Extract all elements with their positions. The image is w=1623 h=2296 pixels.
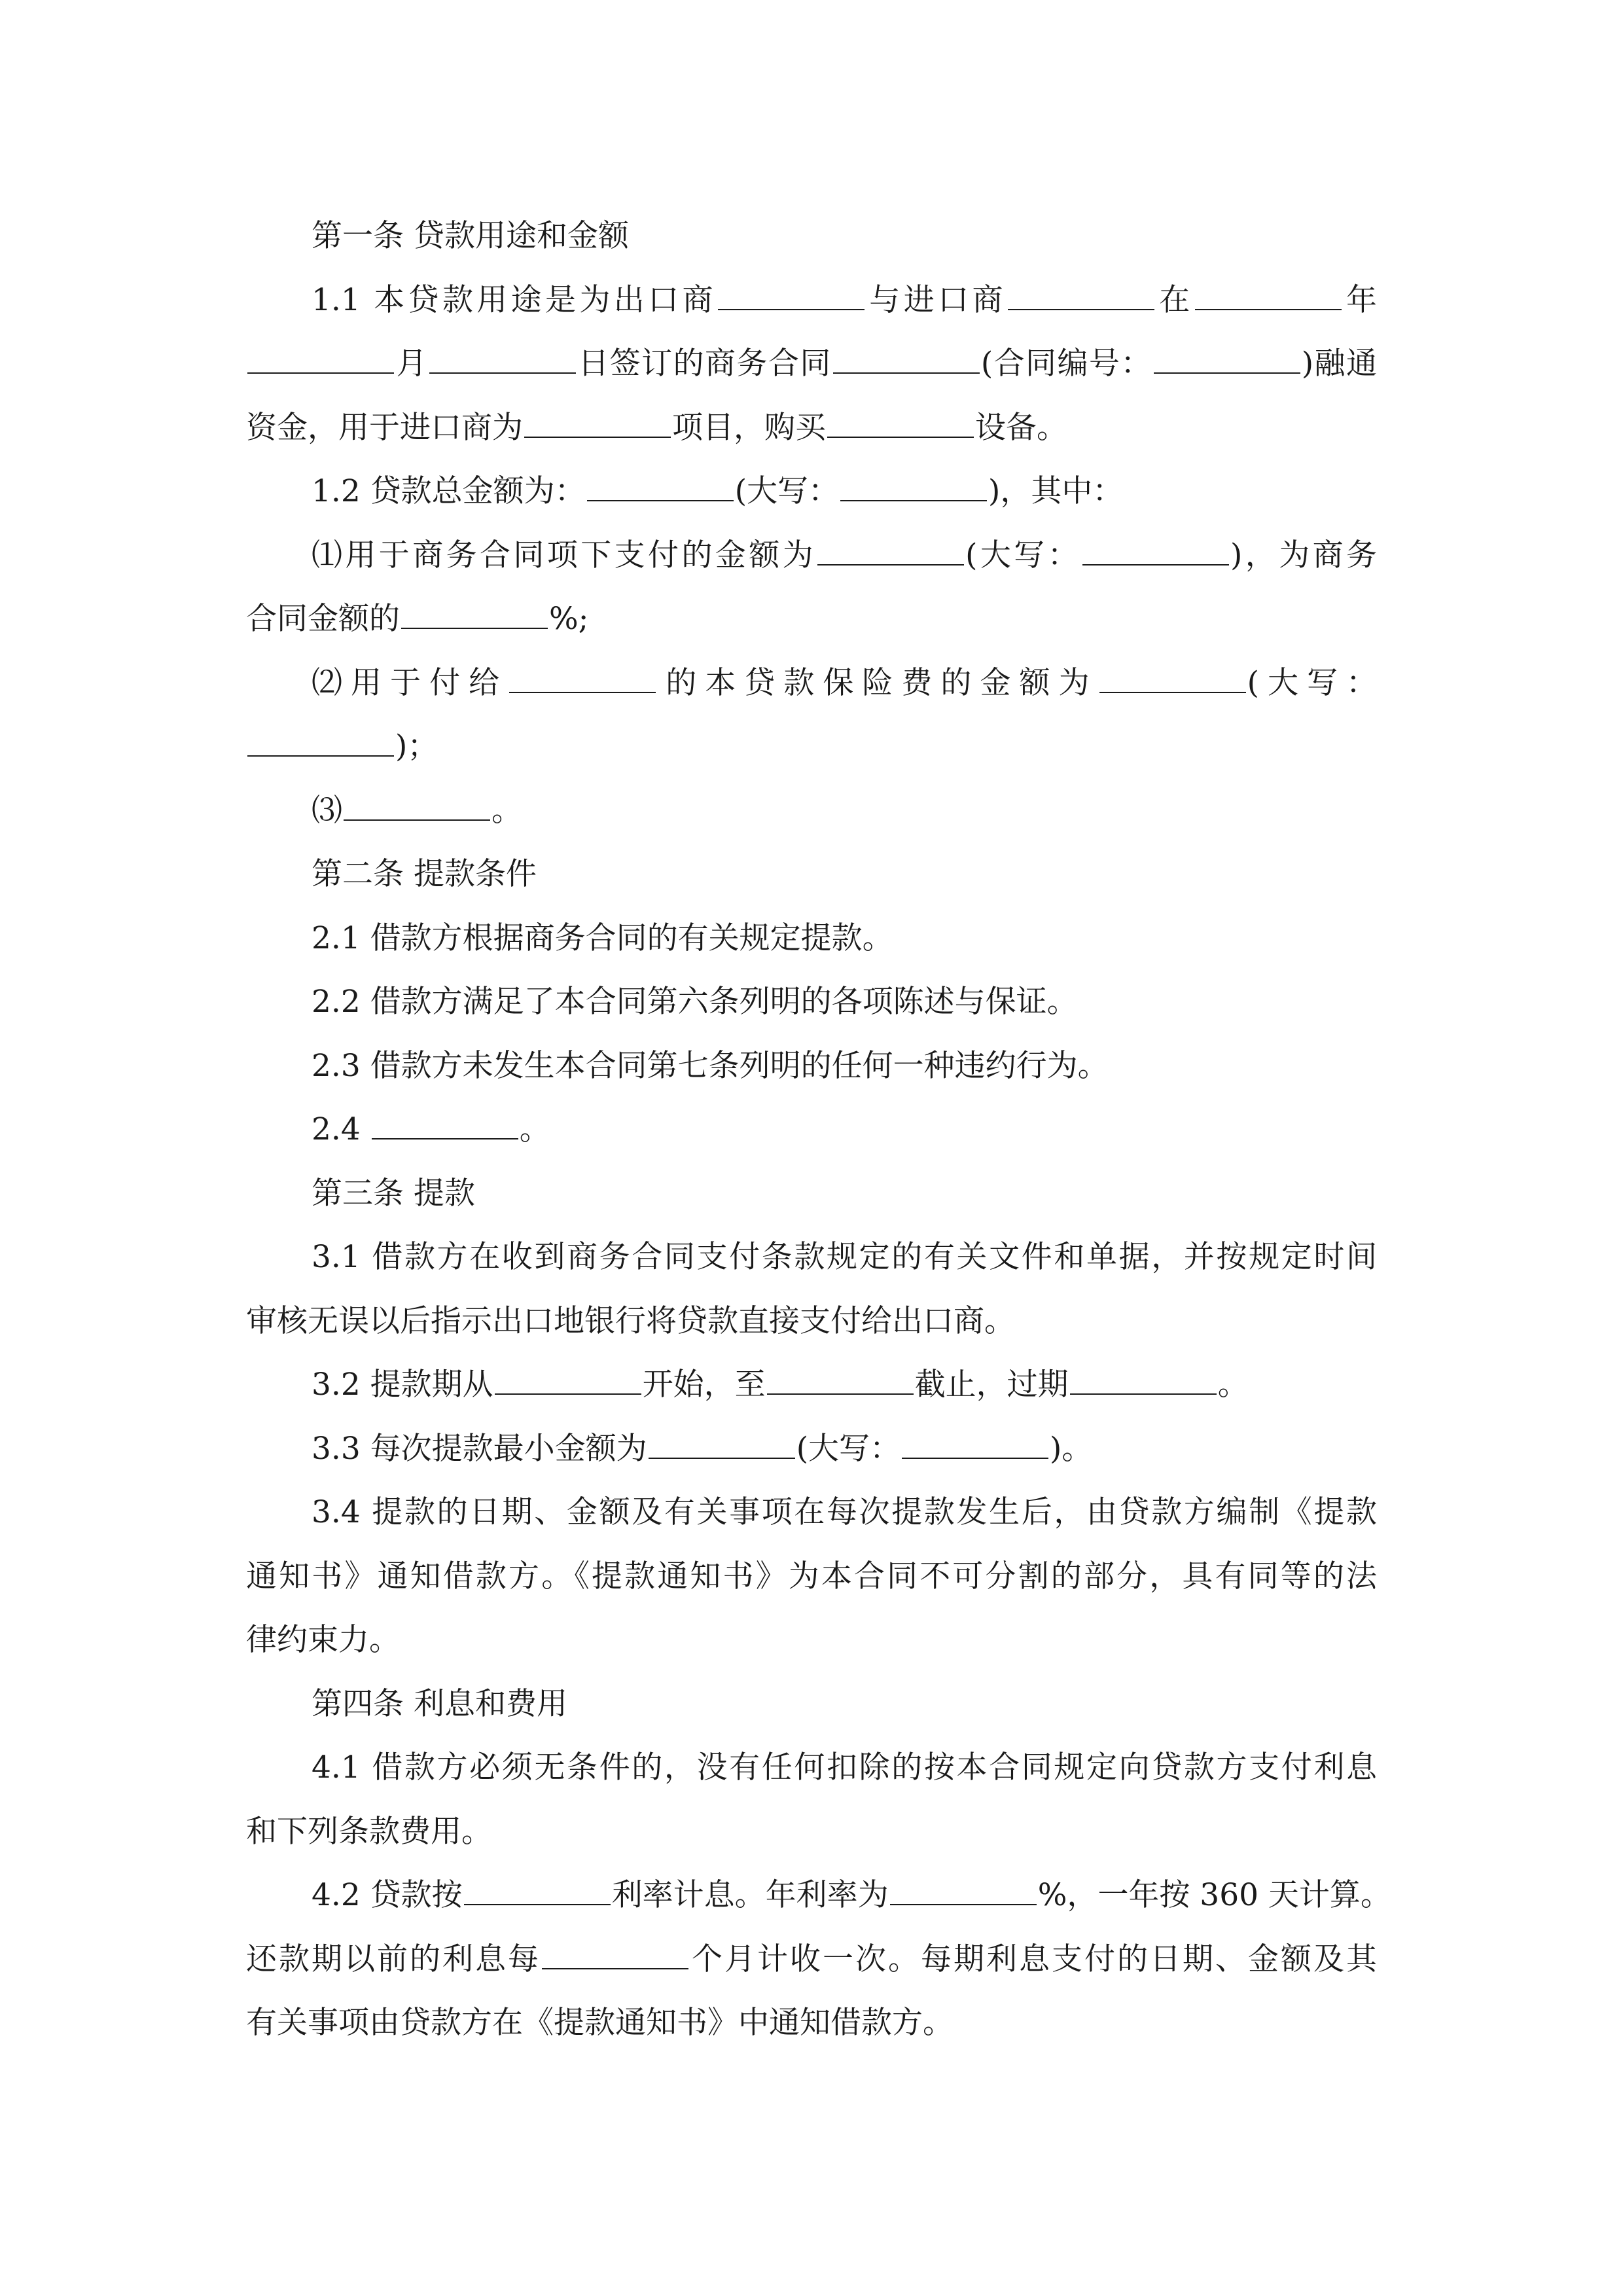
line-text: )融通 [1301,346,1377,382]
line-text: 项目，购买 [672,409,826,446]
document-page [246,204,1391,2055]
line-text: 2.4 [312,1111,370,1147]
line-text: 有关事项由贷款方在《提款通知书》中通知借款方。 [246,2005,954,2041]
line-text: 还款期以前的利息每 [246,1941,541,1977]
fill-in-blank [767,1369,914,1395]
fill-in-blank [718,284,865,310]
document-line [246,715,1377,779]
line-text: 律约束力。 [246,1622,400,1658]
fill-in-blank [372,1113,518,1139]
line-text: 和下列条款费用。 [246,1813,492,1850]
line-text: 通知书》通知借款方。《提款通知书》为本合同不可分割的部分，具有同等的法 [246,1558,1377,1594]
fill-in-blank [833,348,980,374]
document-line [246,1098,1377,1162]
fill-in-blank [817,539,964,565]
line-text: (大写： [1247,664,1378,701]
line-text: 个月计收一次。每期利息支付的日期、金额及其 [690,1941,1377,1977]
document-line [246,268,1377,332]
document-line [246,1545,1377,1609]
line-text: 。 [1217,1367,1249,1403]
fill-in-blank [1154,348,1300,374]
line-text: ⑶ [312,792,342,829]
contract-body [246,204,1391,2055]
document-line [246,842,1377,906]
line-text: 在 [1155,281,1194,318]
fill-in-blank [509,667,656,693]
line-text: 第三条 提款 [312,1175,475,1211]
document-line [246,1480,1377,1545]
line-text: 。 [519,1111,550,1147]
line-text: 1.2 贷款总金额为： [312,473,586,509]
line-text: )，其中： [988,473,1124,509]
fill-in-blank [890,1879,1037,1905]
document-line [246,587,1377,651]
fill-in-blank [649,1433,795,1459]
line-text: 第二条 提款条件 [312,856,537,892]
line-text: (大写： [965,537,1082,573]
document-line [246,459,1377,524]
document-line [246,1417,1377,1481]
line-text: 第一条 贷款用途和金额 [312,218,629,254]
fill-in-blank [464,1879,611,1905]
fill-in-blank [247,730,394,757]
line-text: 资金，用于进口商为 [246,409,523,446]
document-line [246,1225,1377,1289]
line-text: %，一年按 360 天计算。 [1037,1877,1391,1913]
line-text: 4.1 借款方必须无条件的，没有任何扣除的按本合同规定向贷款方支付利息 [312,1749,1377,1785]
document-line [246,1991,1377,2055]
line-text: ⑵用于付给 [312,664,508,701]
document-line [246,1034,1377,1098]
fill-in-blank [524,412,671,438]
line-text: 3.4 提款的日期、金额及有关事项在每次提款发生后，由贷款方编制《提款 [312,1494,1377,1530]
line-text: 3.1 借款方在收到商务合同支付条款规定的有关文件和单据，并按规定时间 [312,1239,1377,1275]
line-text: 开始，至 [642,1367,766,1403]
document-line [246,906,1377,971]
line-text: 第四条 利息和费用 [312,1685,567,1722]
line-text: 。 [491,792,522,829]
line-text: 3.3 每次提款最小金额为 [312,1430,647,1467]
line-text: 截止，过期 [914,1367,1069,1403]
document-line [246,332,1377,396]
document-line [246,1863,1391,1928]
line-text: 设备。 [975,409,1067,446]
line-text: )。 [1050,1430,1093,1467]
document-line [246,204,1377,268]
document-line [246,1608,1377,1672]
fill-in-blank [587,475,734,501]
line-text: (大写： [796,1430,901,1467]
fill-in-blank [827,412,974,438]
line-text: ⑴用于商务合同项下支付的金额为 [312,537,817,573]
line-text: 的本贷款保险费的金额为 [657,664,1098,701]
document-line [246,396,1377,460]
document-line [246,1353,1377,1417]
fill-in-blank [1195,284,1342,310]
fill-in-blank [1082,539,1229,565]
line-text: 审核无误以后指示出口地银行将贷款直接支付给出口商。 [246,1302,1015,1339]
document-line [246,1928,1377,1992]
document-line [246,524,1377,588]
line-text: 2.2 借款方满足了本合同第六条列明的各项陈述与保证。 [312,984,1078,1020]
line-text: 2.1 借款方根据商务合同的有关规定提款。 [312,920,893,956]
line-text: 日签订的商务合同 [577,346,832,382]
fill-in-blank [1099,667,1246,693]
document-line [246,970,1377,1034]
line-text: 利率计息。年利率为 [611,1877,889,1913]
fill-in-blank [902,1433,1048,1459]
line-text: 4.2 贷款按 [312,1877,463,1913]
line-text: 合同金额的 [246,601,400,637]
line-text: 年 [1342,281,1378,318]
line-text: (合同编号： [980,346,1152,382]
line-text: %; [549,601,589,637]
document-line [246,1672,1377,1736]
document-line [246,1800,1377,1864]
line-text: 与进口商 [865,281,1007,318]
line-text: 月 [395,346,428,382]
line-text: 1.1 本贷款用途是为出口商 [312,281,717,318]
line-text: 2.3 借款方未发生本合同第七条列明的任何一种违约行为。 [312,1047,1109,1084]
fill-in-blank [401,603,548,629]
fill-in-blank [1008,284,1154,310]
fill-in-blank [840,475,987,501]
line-text: )； [395,728,438,764]
document-line [246,1736,1377,1800]
line-text: 3.2 提款期从 [312,1367,493,1403]
fill-in-blank [495,1369,641,1395]
document-line [246,1289,1377,1354]
document-line [246,1162,1377,1226]
document-line [246,651,1377,715]
line-text: (大写： [734,473,840,509]
fill-in-blank [344,795,490,821]
fill-in-blank [429,348,576,374]
line-text: )，为商务 [1230,537,1378,573]
fill-in-blank [542,1943,688,1969]
document-line [246,779,1377,843]
fill-in-blank [1070,1369,1217,1395]
fill-in-blank [247,348,394,374]
